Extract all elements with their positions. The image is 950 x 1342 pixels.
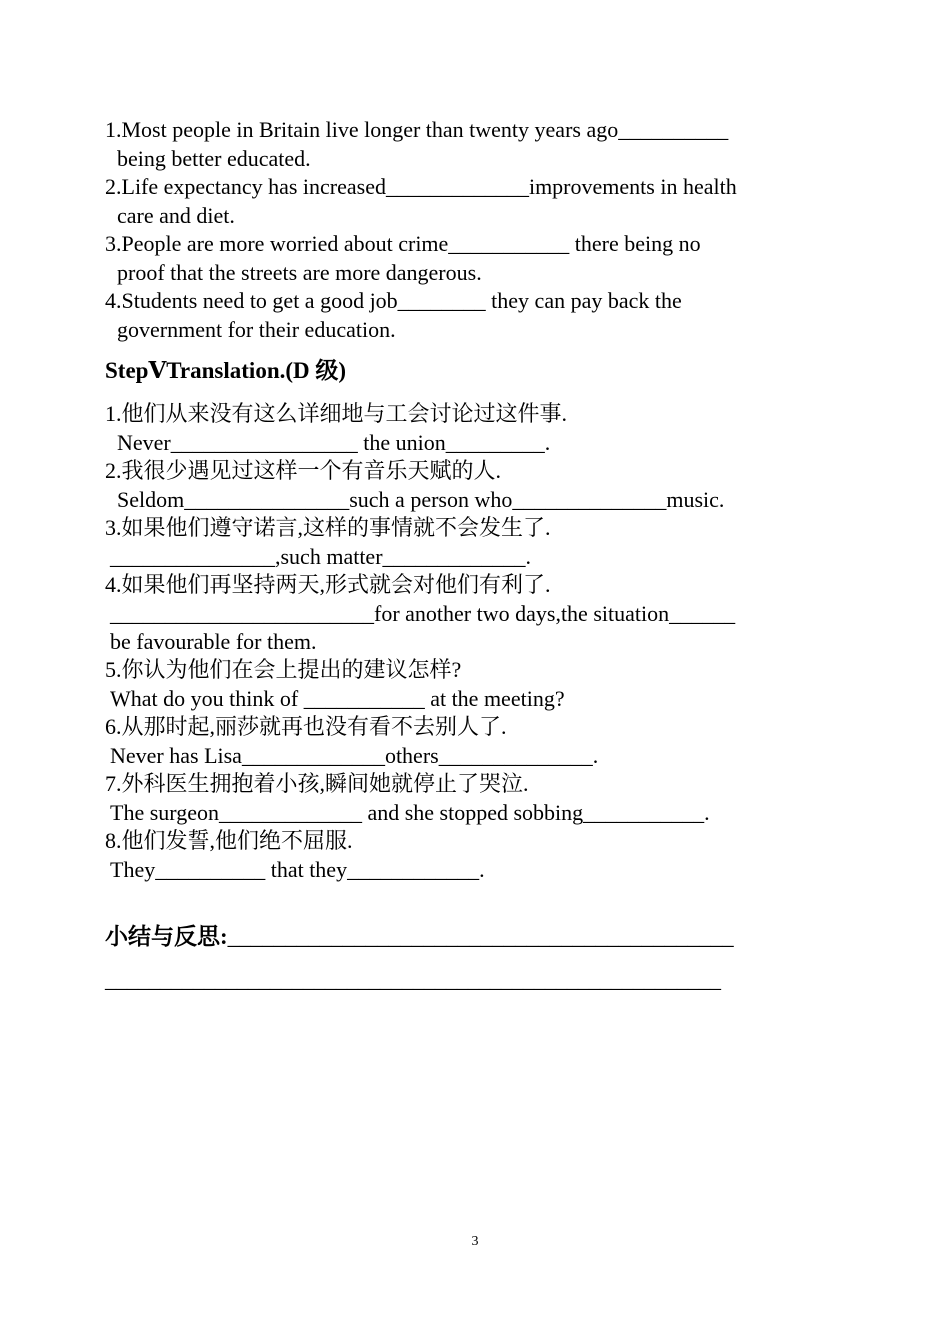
translation-item-8-en: They__________ that they____________.	[110, 857, 485, 882]
translation-item-6-cn: 6.从那时起,丽莎就再也没有看不去别人了.	[105, 714, 507, 739]
summary-blank-1: ____________________________________________	[227, 924, 734, 949]
summary-label: 小结与反思:	[105, 924, 228, 949]
translation-item-4-en-cont: be favourable for them.	[110, 629, 317, 654]
fill-in-item-4: 4.Students need to get a good job________ they can pay back the	[105, 288, 682, 313]
translation-item-1-en: Never_________________ the union_________.	[117, 430, 551, 455]
translation-item-5-cn: 5.你认为他们在会上提出的建议怎样?	[105, 657, 462, 682]
fill-in-item-1: 1.Most people in Britain live longer than twenty years ago__________	[105, 117, 729, 142]
translation-item-1-cn: 1.他们从来没有这么详细地与工会讨论过这件事.	[105, 401, 568, 426]
translation-item-6-en: Never has Lisa_____________others______________.	[110, 743, 599, 768]
fill-in-item-3-cont: proof that the streets are more dangerous.	[117, 260, 482, 285]
translation-item-2-cn: 2.我很少遇见过这样一个有音乐天赋的人.	[105, 458, 502, 483]
translation-item-4-en: ________________________for another two days,the situation______	[110, 601, 736, 626]
fill-in-item-2: 2.Life expectancy has increased_____________improvements in health	[105, 174, 737, 199]
translation-item-2-en: Seldom_______________such a person who______________music.	[117, 487, 725, 512]
translation-item-8-cn: 8.他们发誓,他们绝不屈服.	[105, 828, 353, 853]
fill-in-item-4-cont: government for their education.	[117, 317, 396, 342]
summary-blank-2: ________________________________________________________	[105, 967, 721, 992]
translation-item-7-cn: 7.外科医生拥抱着小孩,瞬间她就停止了哭泣.	[105, 771, 529, 796]
translation-item-5-en: What do you think of ___________ at the meeting?	[110, 686, 565, 711]
fill-in-item-3: 3.People are more worried about crime___________ there being no	[105, 231, 701, 256]
translation-item-3-en: _______________,such matter_____________.	[110, 544, 532, 569]
translation-item-3-cn: 3.如果他们遵守诺言,这样的事情就不会发生了.	[105, 515, 551, 540]
fill-in-item-2-cont: care and diet.	[117, 203, 235, 228]
translation-item-7-en: The surgeon_____________ and she stopped sobbing___________.	[110, 800, 710, 825]
summary-row	[105, 922, 734, 952]
translation-item-4-cn: 4.如果他们再坚持两天,形式就会对他们有利了.	[105, 572, 551, 597]
fill-in-item-1-cont: being better educated.	[117, 146, 311, 171]
step-heading: StepⅤTranslation.(D 级)	[105, 358, 347, 383]
page-number: 3	[471, 1234, 479, 1249]
